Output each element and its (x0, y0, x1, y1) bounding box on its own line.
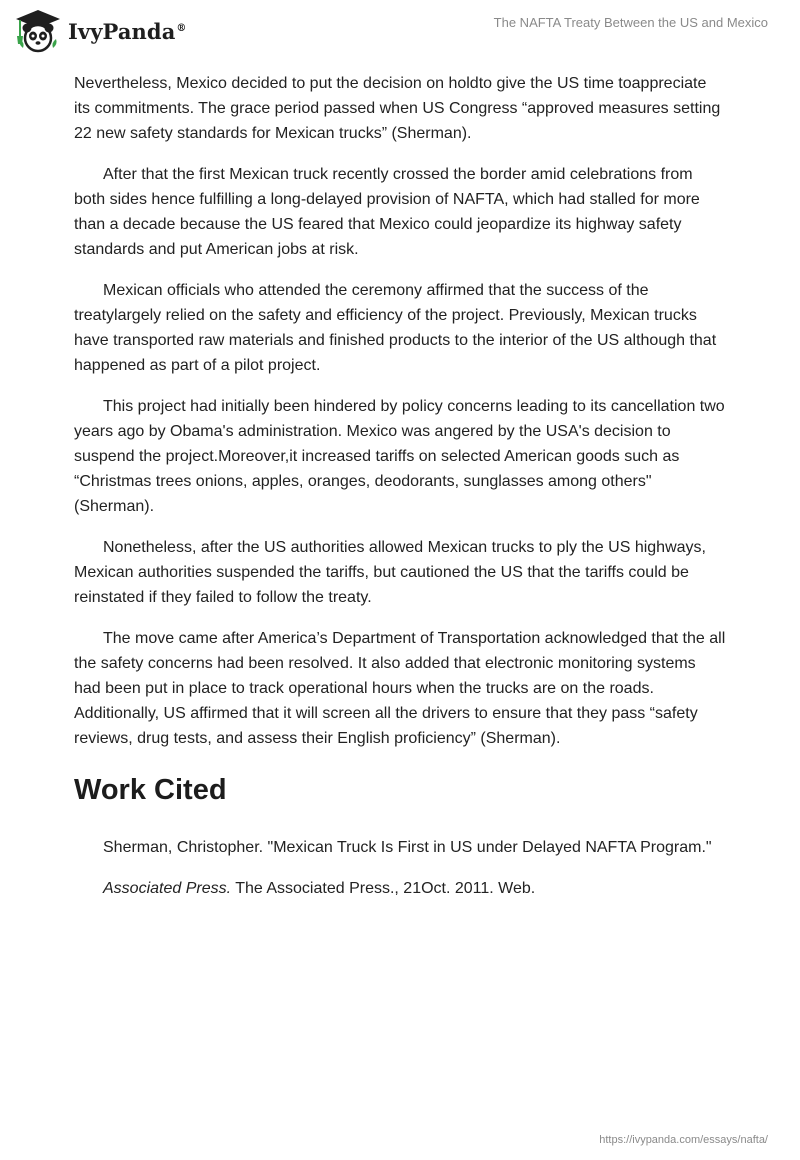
paragraph: After that the first Mexican truck recently crossed the border amid celebrations from both sides hence fulfilling a long-delayed provision of NAFTA, which had stalled for more than a decade because the US feared that Mexico could jeopardize its highway safety standards and put American jobs at risk. (74, 166, 700, 258)
logo-text: IvyPanda® (68, 18, 187, 44)
paragraph: This project had initially been hindered by policy concerns leading to its cancellation two years ago by Obama's administration. Mexico was angered by the USA's decision to suspend the project.Moreover,it increased tariffs on selected American goods such as “Christmas trees onions, apples, oranges, deodorants, sunglasses among others" (Sherman). (74, 398, 725, 515)
source-url[interactable]: https://ivypanda.com/essays/nafta/ (599, 1134, 768, 1146)
paragraph: Nevertheless, Mexico decided to put the decision on holdto give the US time toappreciate its commitments. The grace period passed when US Congress “approved measures setting 22 new safety standards for Mexican trucks” (Sherman). (74, 75, 721, 142)
paragraph: The move came after America’s Department of Transportation acknowledged that the all the safety concerns had been resolved. It also added that electronic monitoring systems had been put in place to track operational hours when the trucks are on the roads. Additionally, US affirmed that it will screen all the drivers to ensure that they pass “safety reviews, drug tests, and assess their English proficiency” (Sherman). (74, 630, 726, 747)
document-title: The NAFTA Treaty Between the US and Mexico (493, 15, 768, 30)
works-cited-heading: Work Cited (74, 774, 227, 806)
citation-source-details: The Associated Press., 21Oct. 2011. Web. (231, 880, 536, 897)
page-header (0, 0, 800, 66)
citation-source (74, 876, 726, 901)
citation-source-title: Associated Press. (103, 880, 232, 897)
paragraph: Mexican officials who attended the ceremony affirmed that the success of the treatylargely relied on the safety and efficiency of the project. Previously, Mexican trucks have transported raw materials and finished products to the interior of the US although that happened as part of a pilot project. (74, 282, 717, 374)
ivypanda-logo[interactable] (14, 8, 187, 54)
paragraph: Nonetheless, after the US authorities allowed Mexican trucks to ply the US highways, Mexican authorities suspended the tariffs, but cautioned the US that the tariffs could be reinstated if they failed to follow the treaty. (74, 539, 706, 606)
essay-body (74, 71, 726, 917)
panda-graduate-icon (14, 8, 62, 54)
citation-entry: Sherman, Christopher. "Mexican Truck Is First in US under Delayed NAFTA Program." (103, 839, 712, 856)
